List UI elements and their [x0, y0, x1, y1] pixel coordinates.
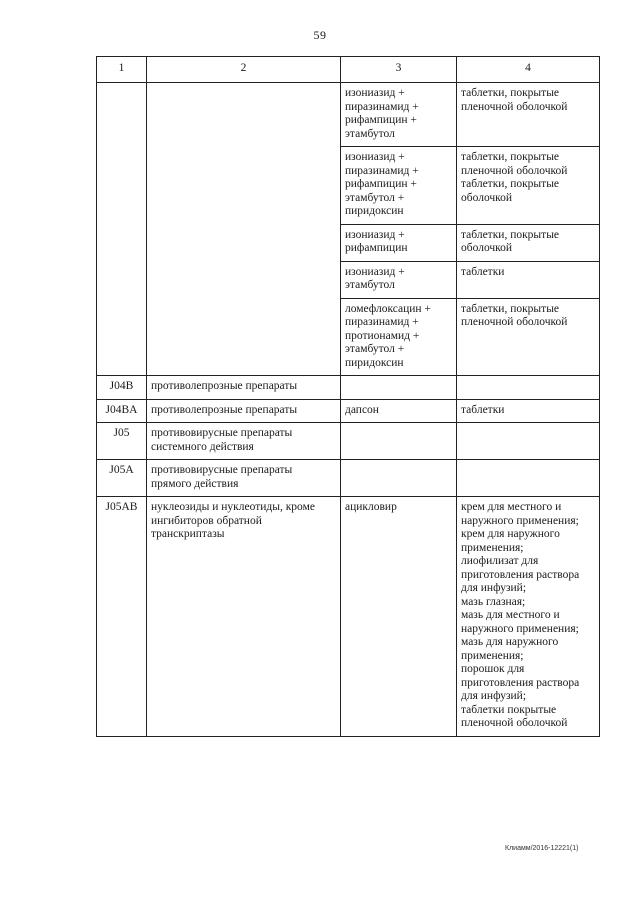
column-header-2: 2 — [147, 57, 341, 83]
atc-code-cell — [97, 83, 147, 376]
atc-code-cell: J05A — [97, 460, 147, 497]
drug-name-cell: ломефлоксацин + пиразинамид + протионамид + этамбутол + пиридоксин — [341, 298, 457, 376]
atc-code-cell: J05AB — [97, 497, 147, 737]
pharmacological-group-cell: противовирусные препараты системного действия — [147, 423, 341, 460]
dosage-form-cell: таблетки, покрытые оболочкой — [457, 224, 600, 261]
page-number: 59 — [313, 28, 327, 42]
drug-name-cell — [341, 460, 457, 497]
column-header-4: 4 — [457, 57, 600, 83]
drug-name-cell: изониазид + этамбутол — [341, 261, 457, 298]
dosage-form-cell: таблетки — [457, 399, 600, 423]
drug-list-table — [96, 56, 600, 737]
drug-name-cell: ацикловир — [341, 497, 457, 737]
drug-name-cell: изониазид + пиразинамид + рифампицин + этамбутол + пиридоксин — [341, 147, 457, 225]
dosage-form-cell: таблетки — [457, 261, 600, 298]
table-row — [97, 497, 600, 737]
pharmacological-group-cell: противолепрозные препараты — [147, 376, 341, 400]
dosage-form-cell — [457, 423, 600, 460]
dosage-form-cell: крем для местного и наружного применения; крем для наружного применения; лиофилизат для приготовления раствора для инфузий; мазь глазная; мазь для местного и наружного применения; мазь для наружного применения; порошок для приготовления раствора для инфузий; таблетки покрытые пленочной оболочкой — [457, 497, 600, 737]
atc-code-cell: J04B — [97, 376, 147, 400]
table-row — [97, 399, 600, 423]
atc-code-cell: J04BA — [97, 399, 147, 423]
drug-name-cell: изониазид + рифампицин — [341, 224, 457, 261]
dosage-form-cell: таблетки, покрытые пленочной оболочкой таблетки, покрытые оболочкой — [457, 147, 600, 225]
drug-name-cell — [341, 376, 457, 400]
pharmacological-group-cell — [147, 83, 341, 376]
column-header-3: 3 — [341, 57, 457, 83]
table-row — [97, 460, 600, 497]
table-row — [97, 423, 600, 460]
document-reference-stamp: Клиамм/2016-12221(1) — [505, 845, 579, 852]
table-row — [97, 83, 600, 147]
pharmacological-group-cell: противовирусные препараты прямого действия — [147, 460, 341, 497]
table-header-row — [97, 57, 600, 83]
dosage-form-cell: таблетки, покрытые пленочной оболочкой — [457, 298, 600, 376]
atc-code-cell: J05 — [97, 423, 147, 460]
dosage-form-cell: таблетки, покрытые пленочной оболочкой — [457, 83, 600, 147]
column-header-1: 1 — [97, 57, 147, 83]
drug-name-cell: дапсон — [341, 399, 457, 423]
drug-name-cell: изониазид + пиразинамид + рифампицин + этамбутол — [341, 83, 457, 147]
dosage-form-cell — [457, 460, 600, 497]
pharmacological-group-cell: противолепрозные препараты — [147, 399, 341, 423]
table-row — [97, 376, 600, 400]
drug-name-cell — [341, 423, 457, 460]
pharmacological-group-cell: нуклеозиды и нуклеотиды, кроме ингибиторов обратной транскриптазы — [147, 497, 341, 737]
dosage-form-cell — [457, 376, 600, 400]
